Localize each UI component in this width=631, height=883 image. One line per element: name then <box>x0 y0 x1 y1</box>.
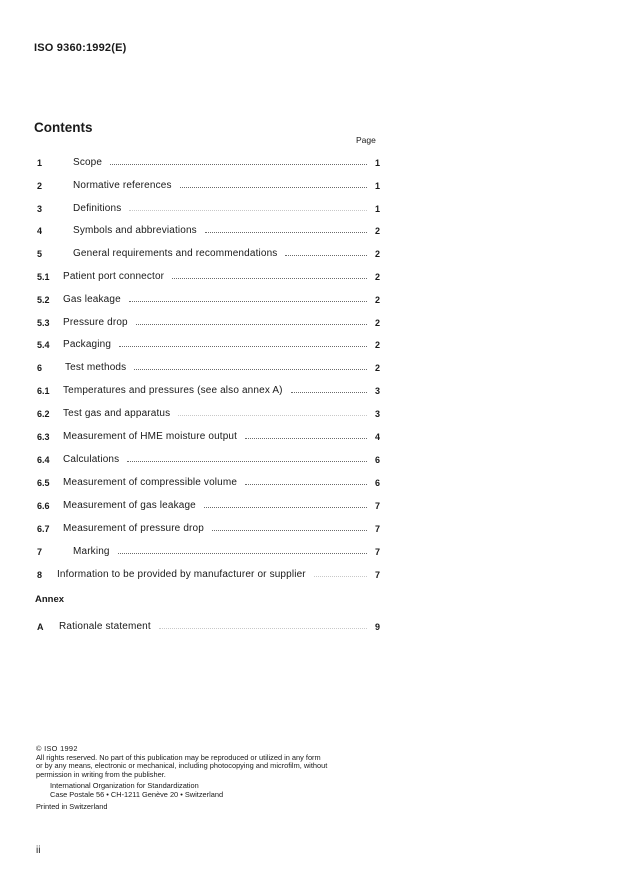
toc-number: 7 <box>37 547 43 557</box>
dot-leader <box>180 187 367 188</box>
toc-title: Scope <box>73 157 103 168</box>
dot-leader <box>136 324 367 325</box>
toc-number: 5.1 <box>37 272 50 282</box>
toc-entry-6-4[interactable] <box>37 449 380 465</box>
toc-page: 7 <box>374 501 380 511</box>
dot-leader <box>314 576 367 577</box>
toc-page: 1 <box>374 204 380 214</box>
toc-number: 6 <box>37 363 43 373</box>
toc-number: 6.7 <box>37 524 50 534</box>
annex-entry-a[interactable] <box>37 616 380 632</box>
toc-entry-1[interactable] <box>37 152 380 168</box>
toc-entry-8[interactable] <box>37 564 380 580</box>
page-folio: ii <box>36 845 41 856</box>
dot-leader <box>110 164 367 165</box>
toc-entry-6-5[interactable] <box>37 472 380 488</box>
toc-number: 8 <box>37 570 43 580</box>
toc-number: 5.2 <box>37 295 50 305</box>
toc-number: 5 <box>37 249 43 259</box>
toc-title: Patient port connector <box>63 271 165 282</box>
toc-title: Pressure drop <box>63 317 128 328</box>
toc-title: Marking <box>73 546 110 557</box>
toc-number: 5.3 <box>37 318 50 328</box>
toc-number: 6.1 <box>37 386 50 396</box>
toc-title: Test gas and apparatus <box>63 408 171 419</box>
toc-entry-6-2[interactable] <box>37 403 380 419</box>
contents-heading: Contents <box>34 120 93 135</box>
toc-entry-7[interactable] <box>37 541 380 557</box>
dot-leader <box>212 530 367 531</box>
dot-leader <box>291 392 367 393</box>
toc-entry-5-3[interactable] <box>37 312 380 328</box>
copyright-line: © ISO 1992 <box>36 744 78 753</box>
dot-leader <box>245 484 367 485</box>
toc-title: Measurement of pressure drop <box>63 523 204 534</box>
toc-number: 5.4 <box>37 340 50 350</box>
copyright-notice <box>36 745 386 811</box>
dot-leader <box>178 415 367 416</box>
dot-leader <box>285 255 367 256</box>
toc-number: 6.3 <box>37 432 50 442</box>
toc-entry-6-7[interactable] <box>37 518 380 534</box>
toc-page: 6 <box>374 455 380 465</box>
dot-leader <box>205 232 367 233</box>
toc-entry-6-6[interactable] <box>37 495 380 511</box>
toc-number: 6.6 <box>37 501 50 511</box>
toc-page: 2 <box>374 340 380 350</box>
toc-number: 2 <box>37 181 43 191</box>
toc-entry-5[interactable] <box>37 243 380 259</box>
toc-number: 3 <box>37 204 43 214</box>
dot-leader <box>127 461 367 462</box>
toc-page: 2 <box>374 318 380 328</box>
standard-identifier: ISO 9360:1992(E) <box>34 42 127 54</box>
toc-title: Normative references <box>73 180 172 191</box>
toc-page: 4 <box>374 432 380 442</box>
toc-page: 1 <box>374 158 380 168</box>
rights-statement-line: or by any means, electronic or mechanical, including photocopying and microfilm, without <box>36 761 328 771</box>
rights-statement-line: All rights reserved. No part of this publication may be reproduced or utilized in any form <box>36 752 321 762</box>
dot-leader <box>245 438 367 439</box>
organization-address: Case Postale 56 • CH-1211 Genève 20 • Switzerland <box>50 789 224 799</box>
toc-page: 1 <box>374 181 380 191</box>
toc-page: 2 <box>374 272 380 282</box>
toc-entry-4[interactable] <box>37 220 380 236</box>
toc-page: 2 <box>374 363 380 373</box>
dot-leader <box>119 346 367 347</box>
toc-title: Gas leakage <box>63 294 121 305</box>
printed-in: Printed in Switzerland <box>36 801 108 811</box>
toc-title: Temperatures and pressures (see also annex A) <box>63 385 283 396</box>
dot-leader <box>159 628 367 629</box>
toc-page: 7 <box>374 570 380 580</box>
annex-title: Rationale statement <box>59 621 151 632</box>
toc-title: Definitions <box>73 203 122 214</box>
toc-entry-6-1[interactable] <box>37 380 380 396</box>
dot-leader <box>129 301 367 302</box>
toc-entry-6-3[interactable] <box>37 426 380 442</box>
toc-entry-5-2[interactable] <box>37 289 380 305</box>
toc-title: Measurement of HME moisture output <box>63 431 238 442</box>
annex-letter: A <box>37 622 44 632</box>
toc-page: 3 <box>374 386 380 396</box>
toc-title: Measurement of gas leakage <box>63 500 196 511</box>
toc-title: General requirements and recommendations <box>73 248 278 259</box>
rights-statement-line: permission in writing from the publisher. <box>36 769 166 779</box>
toc-number: 6.2 <box>37 409 50 419</box>
toc-entry-6[interactable] <box>37 357 380 373</box>
dot-leader <box>134 369 367 370</box>
annex-page: 9 <box>374 622 380 632</box>
toc-entry-3[interactable] <box>37 198 380 214</box>
toc-title: Packaging <box>63 339 112 350</box>
toc-page: 3 <box>374 409 380 419</box>
toc-page: 6 <box>374 478 380 488</box>
toc-page: 2 <box>374 249 380 259</box>
toc-number: 4 <box>37 226 43 236</box>
toc-page: 7 <box>374 524 380 534</box>
toc-entry-2[interactable] <box>37 175 380 191</box>
toc-title: Information to be provided by manufacturer or supplier <box>57 569 306 580</box>
page-column-label: Page <box>356 135 376 145</box>
toc-title: Symbols and abbreviations <box>73 225 197 236</box>
toc-title: Test methods <box>65 362 127 373</box>
annex-heading: Annex <box>35 594 65 605</box>
organization-name: International Organization for Standardization <box>50 781 199 791</box>
toc-page: 7 <box>374 547 380 557</box>
toc-entry-5-1[interactable] <box>37 266 380 282</box>
dot-leader <box>204 507 367 508</box>
dot-leader <box>172 278 367 279</box>
toc-page: 2 <box>374 295 380 305</box>
dot-leader <box>118 553 367 554</box>
toc-entry-5-4[interactable] <box>37 334 380 350</box>
toc-number: 6.5 <box>37 478 50 488</box>
dot-leader <box>129 210 367 211</box>
toc-page: 2 <box>374 226 380 236</box>
toc-number: 1 <box>37 158 43 168</box>
toc-number: 6.4 <box>37 455 50 465</box>
toc-title: Measurement of compressible volume <box>63 477 238 488</box>
toc-title: Calculations <box>63 454 120 465</box>
